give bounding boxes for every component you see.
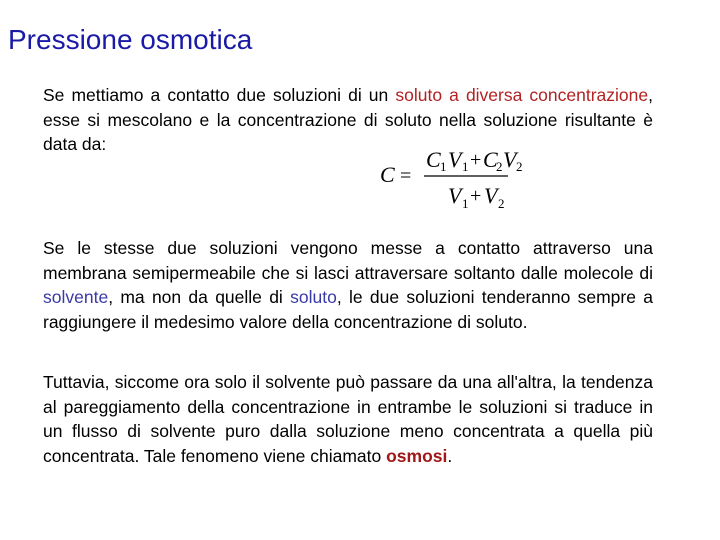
- osmosis-text-start: Tuttavia, siccome ora solo il solvente può passare da una all'altra, la tendenza al pareggiamento della concentrazione in entrambe le soluzioni si traduce in un flusso di solvente puro dalla soluzione meno concentrata a quella più concentrata. Tale fenomeno viene chiamato: [43, 372, 653, 466]
- numerator-v2-sub: 2: [516, 159, 523, 174]
- soluto-highlight: soluto: [290, 287, 337, 307]
- numerator-v1: V: [448, 147, 462, 172]
- denominator-v2: V: [484, 183, 498, 208]
- solvente-highlight: solvente: [43, 287, 109, 307]
- osmosis-text-end: .: [447, 445, 453, 466]
- membrane-text-end: , le due soluzioni tenderanno sempre a raggiungere il medesimo valore della concentrazione di soluto.: [43, 287, 653, 332]
- membrane-text-start: Se le stesse due soluzioni vengono messe a contatto attraverso una membrana semipermeabile che si lasci attraversare soltanto dalle molecole di: [43, 238, 653, 283]
- membrane-text-mid: , ma non da quelle di: [108, 287, 291, 307]
- intro-highlight: soluto a diversa concentrazione: [395, 85, 649, 105]
- denominator-v1-sub: 1: [462, 196, 469, 211]
- numerator-v1-sub: 1: [462, 159, 469, 174]
- numerator-c2: C: [483, 147, 498, 172]
- concentration-formula: [372, 143, 523, 215]
- intro-text-end: , esse si mescolano e la concentrazione di soluto nella soluzione risultante è data da:: [43, 85, 653, 154]
- denominator-v2-sub: 2: [498, 196, 505, 211]
- numerator-c1-sub: 1: [440, 159, 447, 174]
- intro-text-start: Se mettiamo a contatto due soluzioni di un: [43, 85, 396, 105]
- numerator-plus: +: [470, 149, 482, 171]
- paragraph-intro: [43, 83, 653, 157]
- denominator-v1: V: [448, 183, 462, 208]
- numerator-c2-sub: 2: [496, 159, 503, 174]
- denominator-plus: +: [470, 185, 482, 207]
- osmosi-term: osmosi: [386, 445, 448, 466]
- paragraph-osmosis: [43, 370, 653, 468]
- numerator-c1: C: [426, 147, 441, 172]
- paragraph-membrane: [43, 236, 653, 334]
- formula-lhs: C: [380, 162, 395, 187]
- numerator-v2: V: [503, 147, 517, 172]
- page-title: Pressione osmotica: [8, 24, 253, 55]
- formula-equals: =: [400, 165, 412, 187]
